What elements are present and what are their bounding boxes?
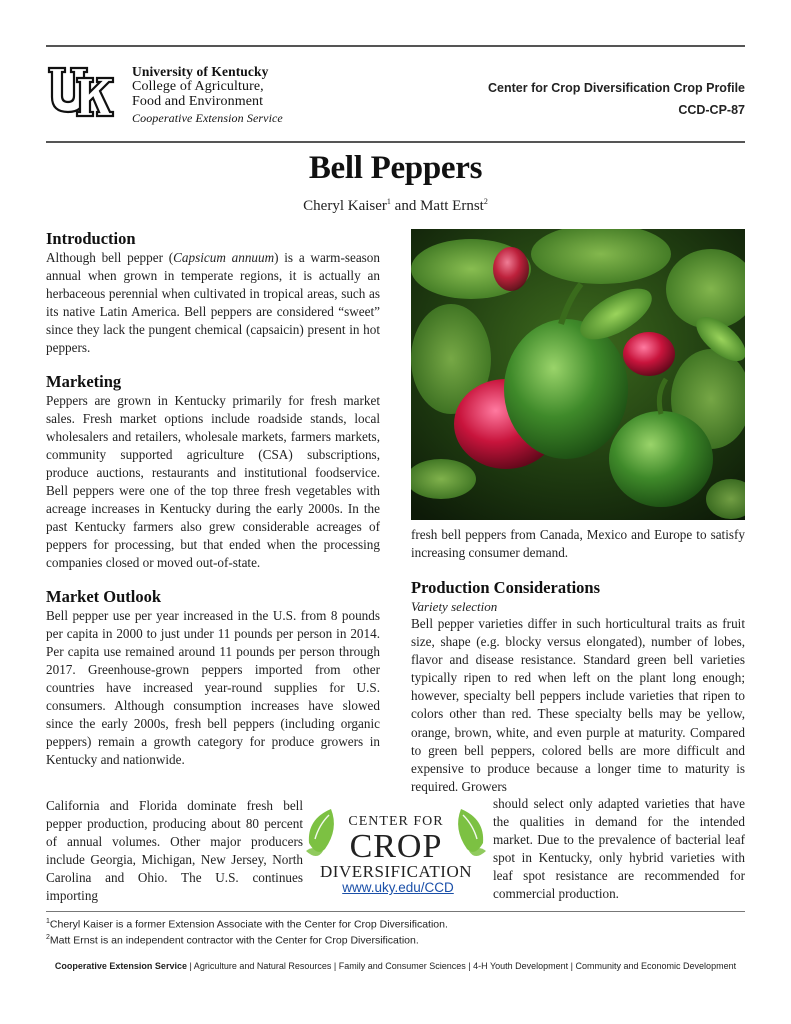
intro-text-b: ) is a warm-season annual when grown in temperate regions, it is actually an herbaceous perennial when cultivated in tropical areas, such as its native Latin America. Bell peppers are considered “sweet” since they lack the pungent chemical (capsaicin) present in hot peppers. [46,250,380,356]
footnote-2-text: Matt Ernst is an independent contractor with the Center for Crop Diversification. [49,934,419,947]
intro-latin: Capsicum annuum [173,250,275,265]
production-text-narrow: should select only adapted varieties that have the qualities in demand for the intended market. Due to the prevalence of bacterial leaf spot in Kentucky, only hybrid varieties with leaf spot resistance are recommended for commercial production. [493,796,745,902]
university-block [132,64,283,126]
author-2-mark: 2 [483,197,488,206]
college-line-1: College of Agriculture, [132,79,264,94]
header-rule [46,141,745,143]
variety-subheading: Variety selection [411,599,498,614]
profile-header [488,77,745,121]
authors-line [0,197,791,215]
marketing-text: Peppers are grown in Kentucky primarily for fresh market sales. Fresh market options include roadside stands, local wholesalers and retailers, wholesale markets, farmers markets, community supported agriculture (CSA) subscriptions, produce auctions, restaurants and institutional foodservice. Bell peppers were one of the top three fresh vegetables with acreage increases in Kentucky during the early 2000s. In the past Kentucky farmers also grew considerable acreages of peppers for processing, but that ended when the processing companies closed or moved out-of-state. [46,392,380,571]
outlook-continued [411,526,745,562]
footnote-1-mark: 1 [46,918,50,925]
ccd-link[interactable]: www.uky.edu/CCD [342,880,454,895]
ccd-logo-line1: CENTER FOR [348,814,444,829]
extension-service: Cooperative Extension Service [132,111,283,125]
outlook-text-narrow: California and Florida dominate fresh bell pepper production, producing about 80 percent of annual volumes. Other major producers include Georgia, Michigan, New Jersey, North Carolina and Ohio. The U.S. continues importing [46,798,303,904]
production-text-wide: Bell pepper varieties differ in such horticultural traits as fruit size, shape (e.g. blocky versus elongated), number of lobes, flavor and disease resistance. Standard green bell varieties typically ripen to red when left on the plant long enough; however, specialty bell peppers include varieties that ripen to colors other than red. These specialty bells may be yellow, orange, brown, white, and even purple at maturity. Compared to green bell peppers, colored bells are more difficult and expensive to produce because a longer time to maturity is required. Growers [411,616,745,794]
author-2: Matt Ernst [420,198,484,214]
outlook-narrow-column [46,797,303,906]
outlook-text-wide: Bell pepper use per year increased in the U.S. from 8 pounds per capita in 2000 to just under 11 pounds per person in 2014. Per capita use remained around 11 pounds per person through 2017. Greenhouse-grown peppers imported from other countries have increased year-round supplies for U.S. consumers. Although consumption increases have slowed since the early 2000s, fresh bell peppers (including organic peppers) remain a growth category for produce growers in Kentucky and nationwide. [46,607,380,768]
footnote-1 [46,918,448,931]
uk-logo [47,66,115,118]
profile-code: CCD-CP-87 [678,103,745,117]
college-line-2: Food and Environment [132,94,264,109]
outlook-text-continued: fresh bell peppers from Canada, Mexico and Europe to satisfy increasing consumer demand. [411,527,745,561]
intro-text-a: Although bell pepper ( [46,250,174,265]
intro-heading: Introduction [46,229,136,248]
university-name: University of Kentucky [132,64,269,79]
page-footer [46,961,745,971]
marketing-heading: Marketing [46,371,122,391]
footer-lead: Cooperative Extension Service [54,961,187,971]
production-narrow-column [493,795,745,904]
footnote-2 [46,934,419,947]
bell-pepper-photo [411,229,745,520]
production-column [411,578,745,796]
profile-title: Center for Crop Diversification Crop Profile [488,81,745,95]
left-column [46,229,380,769]
production-heading: Production Considerations [411,578,601,597]
top-rule [46,45,745,47]
authors-and: and [390,198,421,214]
page-title: Bell Peppers [308,150,483,186]
footnote-2-mark: 2 [46,934,50,941]
footer-rest: | Agriculture and Natural Resources | Family and Consumer Sciences | 4-H Youth Development | Community and Economic Development [186,961,737,971]
footnote-rule [46,911,745,912]
outlook-heading: Market Outlook [46,586,162,606]
ccd-logo-line3: DIVERSIFICATION [320,862,472,881]
intro-text [46,249,380,358]
author-1-mark: 1 [386,197,391,206]
author-1: Cheryl Kaiser [303,198,387,214]
ccd-logo-line2: CROP [349,828,443,865]
footnote-1-text: Cheryl Kaiser is a former Extension Associate with the Center for Crop Diversification. [49,918,448,931]
